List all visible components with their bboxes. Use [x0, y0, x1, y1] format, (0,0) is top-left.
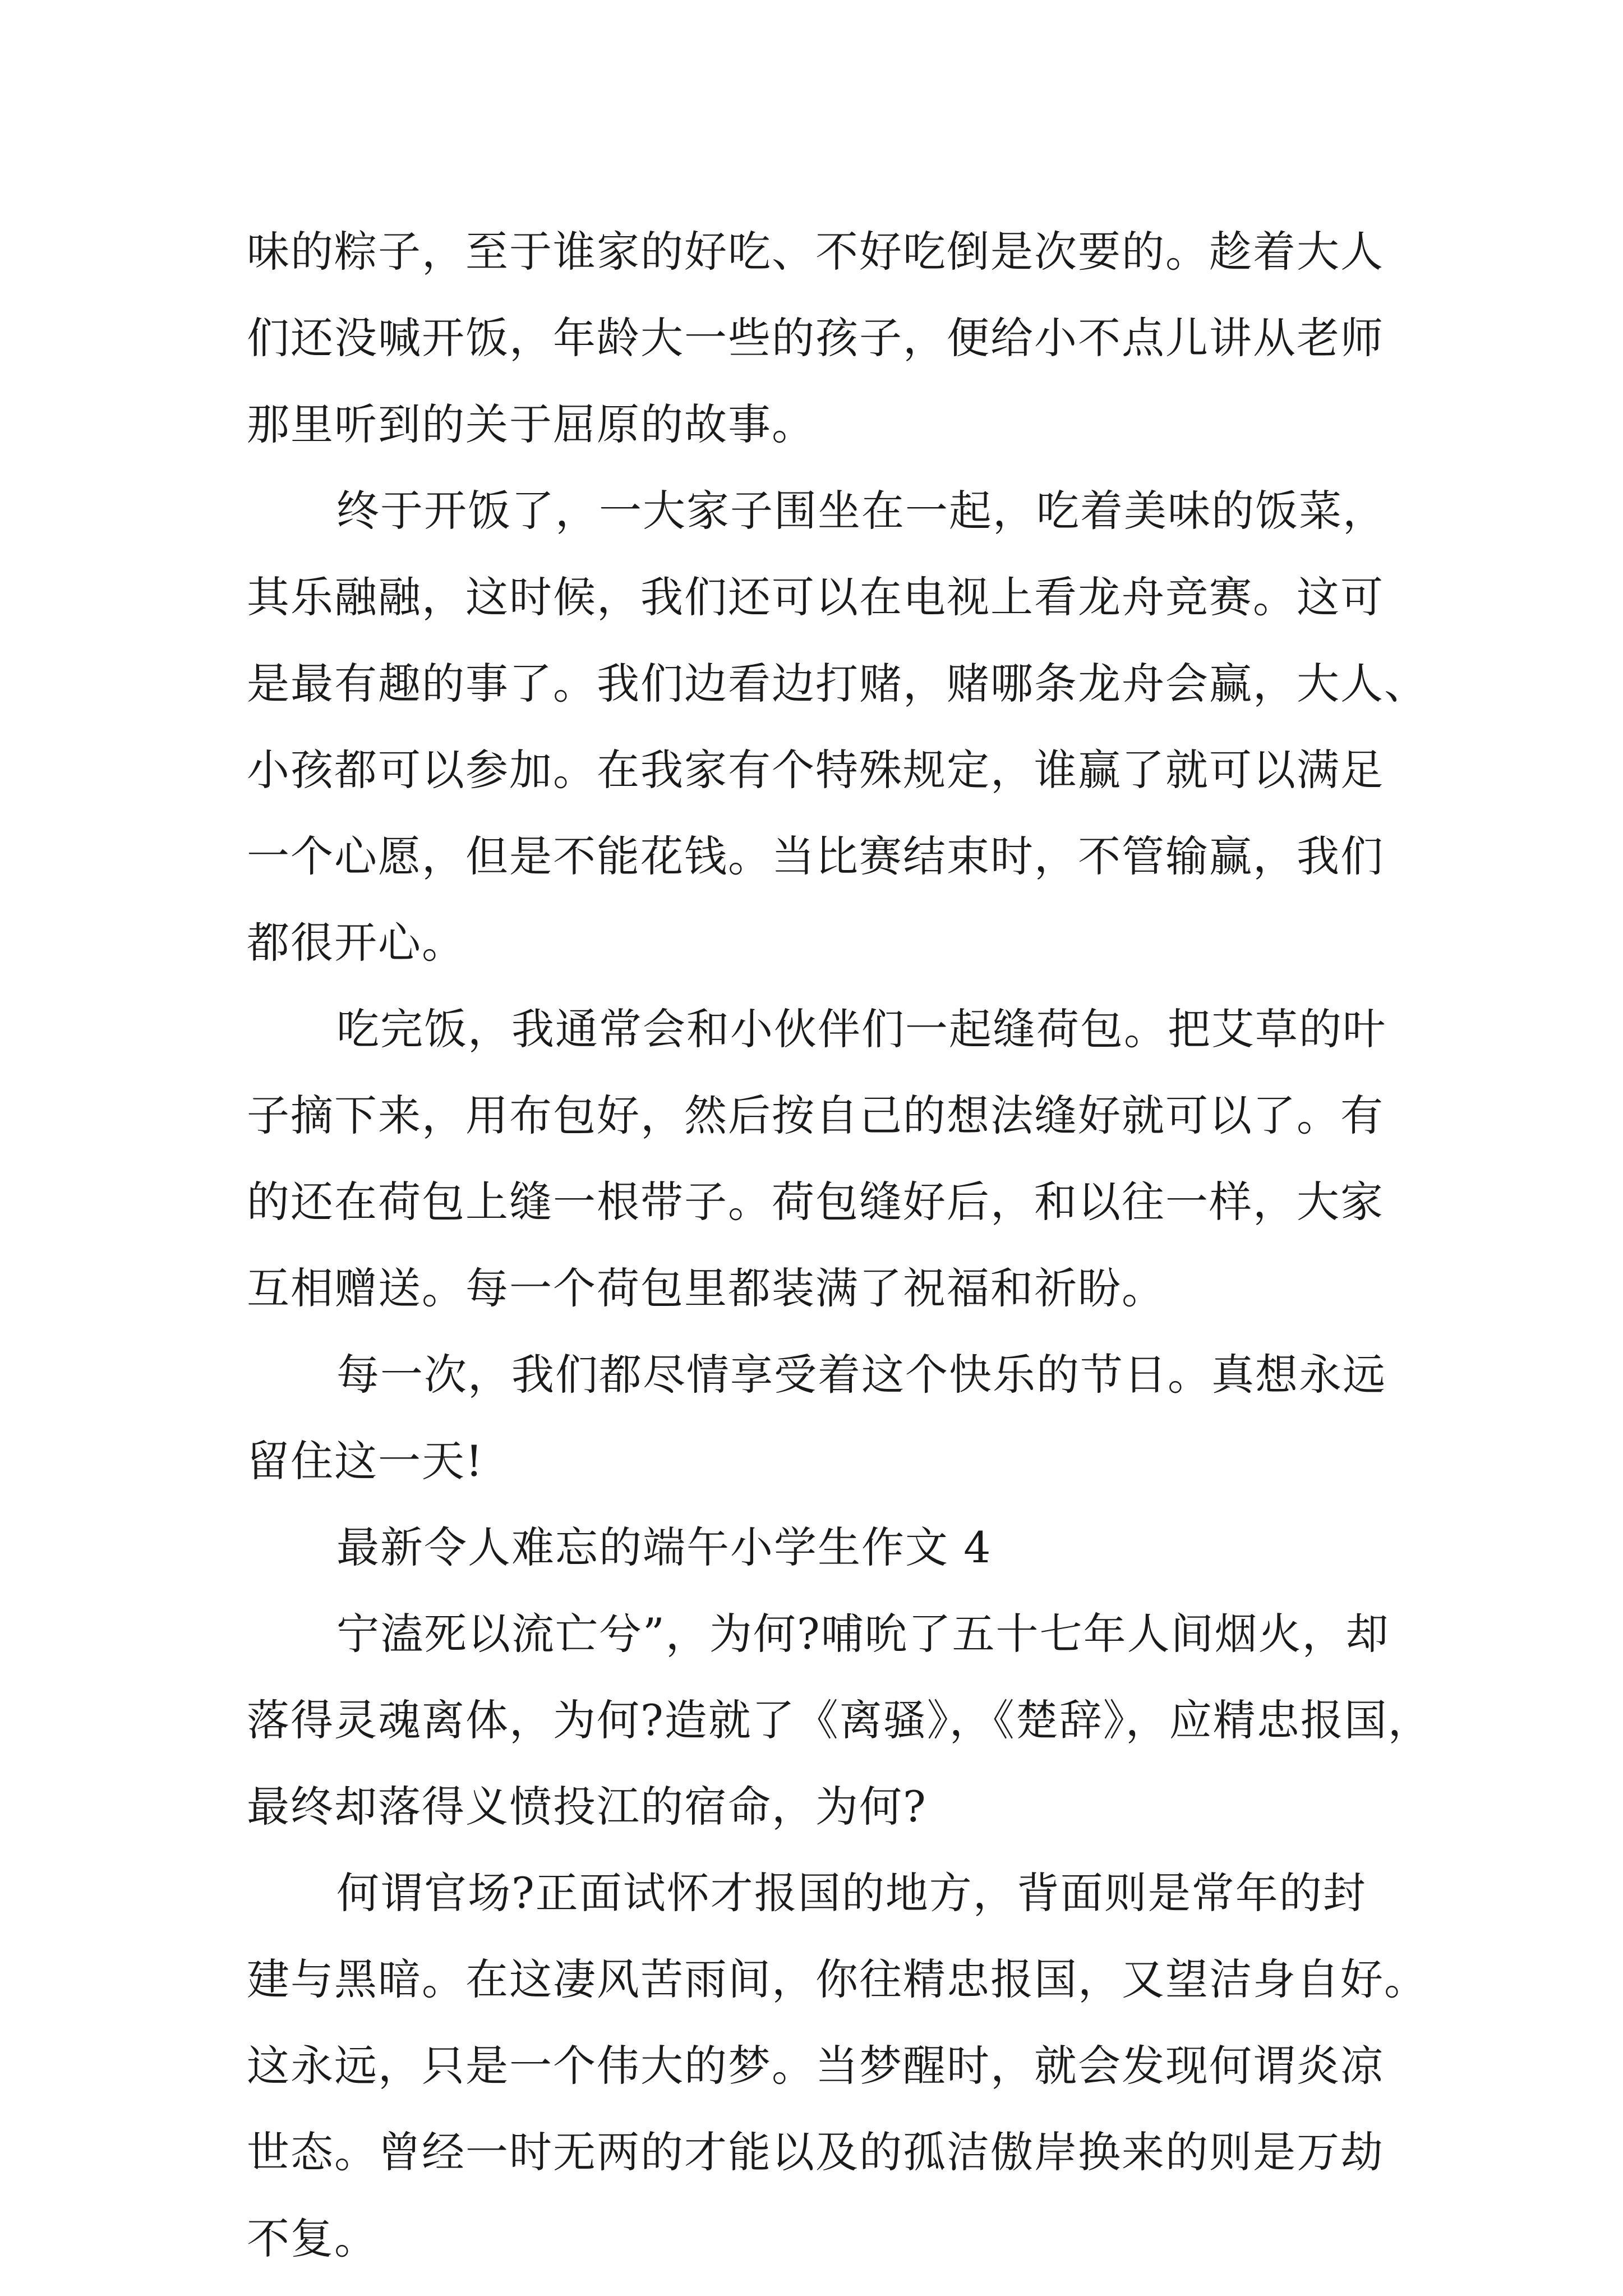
- text-line: 是最有趣的事了。我们边看边打赌，赌哪条龙舟会赢，大人、: [247, 659, 1428, 708]
- document-body: [247, 209, 1432, 2282]
- text-line: 一个心愿，但是不能花钱。当比赛结束时，不管输赢，我们: [247, 831, 1384, 881]
- text-line: 落得灵魂离体，为何?造就了《离骚》，《楚辞》，应精忠报国，: [247, 1695, 1432, 1745]
- text-line: 味的粽子，至于谁家的好吃、不好吃倒是次要的。趁着大人: [247, 227, 1384, 277]
- text-line: 不复。: [247, 2214, 378, 2263]
- paragraph-first-line: 吃完饭，我通常会和小伙伴们一起缝荷包。把艾草的叶: [336, 1004, 1386, 1054]
- text-line: 的还在荷包上缝一根带子。荷包缝好后，和以往一样，大家: [247, 1177, 1384, 1227]
- text-line: 都很开心。: [247, 918, 465, 968]
- paragraph-first-line: 每一次，我们都尽情享受着这个快乐的节日。真想永远: [336, 1350, 1386, 1400]
- text-line: 互相赠送。每一个荷包里都装满了祝福和祈盼。: [247, 1263, 1165, 1313]
- section-heading: 最新令人难忘的端午小学生作文 4: [336, 1522, 992, 1572]
- paragraph-first-line: 宁溘死以流亡兮”，为何?哺吮了五十七年人间烟火，却: [336, 1609, 1390, 1659]
- text-line: 其乐融融，这时候，我们还可以在电视上看龙舟竞赛。这可: [247, 572, 1384, 622]
- text-line: 们还没喊开饭，年龄大一些的孩子，便给小不点儿讲从老师: [247, 313, 1384, 363]
- paragraph-first-line: 终于开饭了，一大家子围坐在一起，吃着美味的饭菜，: [336, 486, 1386, 536]
- text-line: 小孩都可以参加。在我家有个特殊规定，谁赢了就可以满足: [247, 745, 1384, 795]
- text-line: 子摘下来，用布包好，然后按自己的想法缝好就可以了。有: [247, 1091, 1384, 1140]
- text-line: 最终却落得义愤投江的宿命，为何?: [247, 1782, 927, 1832]
- text-line: 建与黑暗。在这凄风苦雨间，你往精忠报国，又望洁身自好。: [247, 1954, 1428, 2004]
- text-line: 那里听到的关于屈原的故事。: [247, 399, 815, 449]
- paragraph-first-line: 何谓官场?正面试怀才报国的地方，背面则是常年的封: [336, 1868, 1367, 1918]
- text-line: 留住这一天!: [247, 1436, 484, 1486]
- text-line: 世态。曾经一时无两的才能以及的孤洁傲岸换来的则是万劫: [247, 2127, 1384, 2177]
- text-line: 这永远，只是一个伟大的梦。当梦醒时，就会发现何谓炎凉: [247, 2041, 1384, 2091]
